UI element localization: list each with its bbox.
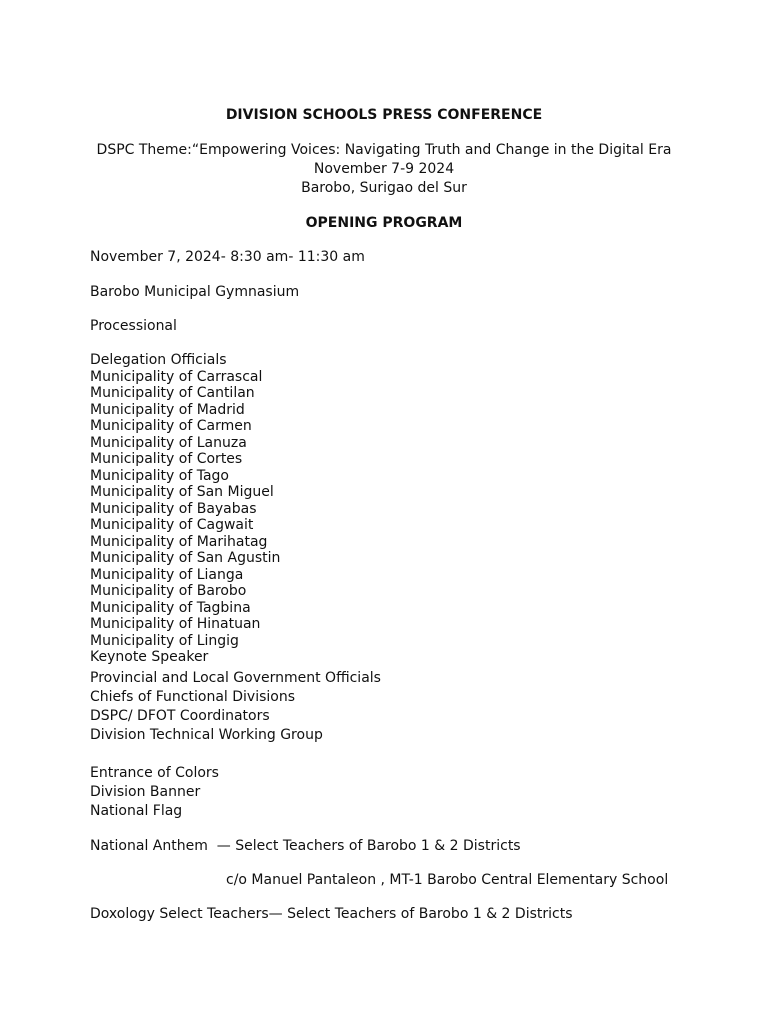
- list-item: Municipality of Lanuza: [90, 434, 247, 451]
- anthem-credit: c/o Manuel Pantaleon , MT-1 Barobo Central Elementary School: [226, 872, 669, 888]
- national-anthem: National Anthem — Select Teachers of Barobo 1 & 2 Districts: [90, 838, 521, 854]
- processional-label: Processional: [90, 318, 177, 334]
- list-item: Municipality of Cantilan: [90, 385, 255, 401]
- list-item: Municipality of Hinatuan: [90, 616, 261, 632]
- delegation-list: [90, 352, 280, 666]
- national-flag: National Flag: [90, 803, 183, 819]
- list-item: Municipality of Tago: [90, 467, 229, 484]
- officials-item: Division Technical Working Group: [90, 727, 323, 743]
- list-item: Municipality of Tagbina: [90, 599, 251, 616]
- program-location: Barobo Municipal Gymnasium: [90, 284, 300, 300]
- list-item: Municipality of Madrid: [90, 401, 245, 418]
- officials-item: Chiefs of Functional Divisions: [90, 689, 295, 705]
- officials-item: DSPC/ DFOT Coordinators: [90, 708, 270, 724]
- program-heading: OPENING PROGRAM: [305, 215, 463, 231]
- program-schedule: November 7, 2024- 8:30 am- 11:30 am: [90, 249, 365, 265]
- list-item: Municipality of Cagwait: [90, 517, 254, 533]
- theme-line: DSPC Theme:“Empowering Voices: Navigating Truth and Change in the Digital Era: [96, 142, 672, 158]
- officials-item: Provincial and Local Government Officials: [90, 670, 381, 686]
- division-banner: Division Banner: [90, 784, 201, 800]
- list-item: Municipality of Cortes: [90, 451, 243, 467]
- list-item: Delegation Officials: [90, 352, 227, 368]
- list-item: Municipality of Carmen: [90, 418, 252, 434]
- list-item: Municipality of Bayabas: [90, 500, 257, 517]
- event-dates: November 7-9 2024: [313, 161, 455, 177]
- list-item: Keynote Speaker: [90, 649, 209, 665]
- list-item: Municipality of San Agustin: [90, 550, 281, 566]
- entrance-of-colors: Entrance of Colors: [90, 765, 219, 781]
- document-title: DIVISION SCHOOLS PRESS CONFERENCE: [225, 107, 543, 123]
- list-item: Municipality of San Miguel: [90, 484, 274, 500]
- event-venue: Barobo, Surigao del Sur: [301, 180, 467, 196]
- list-item: Municipality of Lingig: [90, 632, 239, 649]
- list-item: Municipality of Carrascal: [90, 368, 263, 385]
- list-item: Municipality of Marihatag: [90, 533, 268, 550]
- list-item: Municipality of Lianga: [90, 566, 244, 583]
- doxology: Doxology Select Teachers— Select Teachers of Barobo 1 & 2 Districts: [90, 906, 573, 922]
- list-item: Municipality of Barobo: [90, 583, 247, 599]
